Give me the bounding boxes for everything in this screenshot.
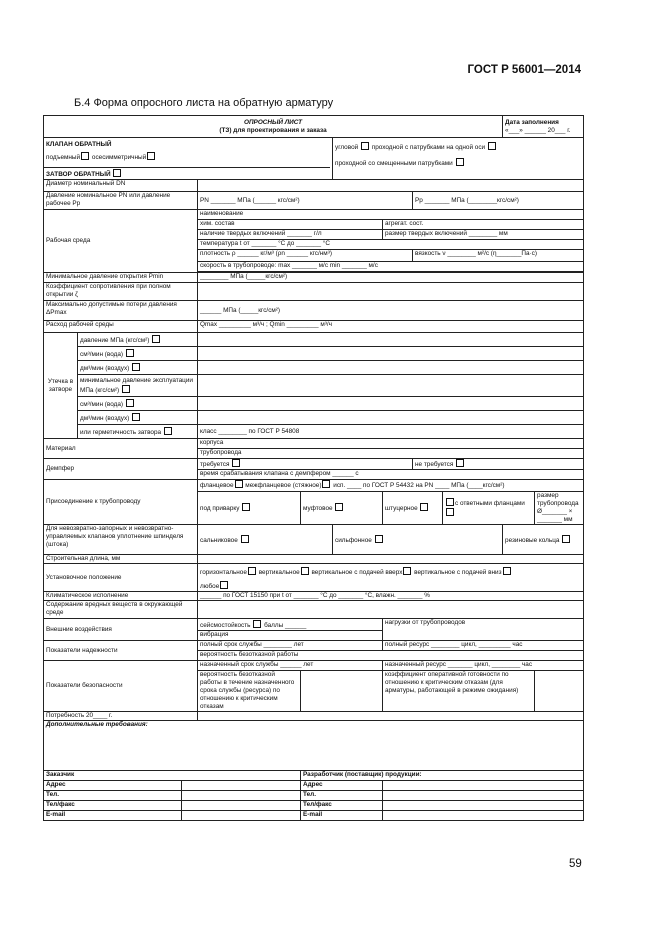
leak-value-3[interactable] [198, 361, 584, 375]
valve-type-right [333, 138, 584, 180]
seismic-points: баллы ______ [264, 621, 307, 629]
leak-item-7[interactable] [78, 425, 198, 439]
customer-phone-value[interactable] [182, 791, 301, 801]
angle-checkbox[interactable] [361, 142, 369, 150]
counter-flange-option[interactable] [443, 492, 535, 525]
length-label: Строительная длина, мм [44, 555, 198, 564]
leak-checkbox[interactable] [122, 385, 130, 393]
vibration-cell[interactable]: вибрация [198, 631, 383, 641]
medium-chem[interactable]: хим. состав [198, 220, 383, 230]
damper-required-label: требуется [200, 461, 230, 468]
valve-type-left [44, 138, 333, 180]
inst-down-label: вертикальное с подачей вниз [414, 569, 502, 576]
inst-down-checkbox[interactable] [503, 567, 511, 575]
developer-address-label: Адрес [301, 781, 383, 791]
medium-agg[interactable]: агрегат. сост. [383, 220, 584, 230]
leak-item-label: см³/мин (вода) [80, 400, 124, 408]
standard-number: ГОСТ Р 56001—2014 [467, 64, 581, 76]
leak-value-4[interactable] [198, 375, 584, 397]
seal-rings-label: резиновые кольца [505, 536, 560, 544]
developer-email-value[interactable] [383, 811, 584, 821]
reliability-resource[interactable]: полный ресурс ________ цикл, _________ час [383, 641, 584, 651]
need-label: Потребность 20____ г. [44, 712, 198, 721]
axial-option-label: осесимметричный [91, 154, 147, 161]
safety-probability-value[interactable] [301, 671, 383, 712]
harmful-value[interactable] [198, 601, 584, 619]
leak-item-6[interactable] [78, 411, 198, 425]
customer-email-value[interactable] [182, 811, 301, 821]
inst-horizontal-checkbox[interactable] [248, 567, 256, 575]
damper-required[interactable] [198, 459, 413, 470]
leak-class-value[interactable]: класс ________ по ГОСТ Р 54808 [198, 425, 584, 439]
safety-resource[interactable]: назначенный ресурс _______ цикл, ________ час [383, 661, 584, 671]
customer-phone-label: Тел. [44, 791, 182, 801]
seal-bellows-label: сильфонное [335, 536, 372, 544]
material-label: Материал [44, 439, 198, 459]
leak-item-2[interactable] [78, 347, 198, 361]
leak-item-4[interactable] [78, 375, 198, 397]
safety-label: Показатели безопасности [44, 661, 198, 712]
safety-coefficient-value[interactable] [535, 671, 584, 712]
medium-density[interactable]: плотность ρ ______ кг/м³ (ρn ______ кгс/нм³) [198, 250, 413, 262]
counter-flange-checkbox-2[interactable] [446, 508, 454, 516]
execution-value[interactable]: исп. ____ по ГОСТ Р 54432 на PN ____ МПа (____кгс/см²) [333, 482, 505, 489]
leak-item-label: дм³/мин (воздух) [80, 364, 130, 372]
lift-option-label: подъемный [46, 154, 81, 161]
inst-vertical-label: вертикальное [258, 569, 300, 576]
customer-fax-value[interactable] [182, 801, 301, 811]
leak-item-label: см³/мин (вода) [80, 350, 124, 358]
seismic-checkbox[interactable] [253, 620, 261, 628]
check-valve-heading: КЛАПАН ОБРАТНЫЙ [46, 141, 112, 148]
extra-requirements-label: Дополнительные требования: [46, 721, 148, 728]
seal-gland-label: сальниковое [200, 536, 238, 544]
need-value[interactable] [198, 712, 584, 721]
seal-bellows-option[interactable] [333, 525, 503, 555]
leak-checkbox[interactable] [152, 335, 160, 343]
dn-value[interactable] [198, 180, 584, 192]
medium-size[interactable]: размер твердых включений ________ мм [383, 230, 584, 240]
damper-not-required-checkbox[interactable] [456, 459, 464, 467]
leak-checkbox[interactable] [132, 413, 140, 421]
seismic-cell[interactable] [198, 619, 383, 631]
offset-checkbox[interactable] [456, 158, 464, 166]
damper-required-checkbox[interactable] [232, 459, 240, 467]
counter-flange-checkbox[interactable] [446, 498, 454, 506]
leak-item-5[interactable] [78, 397, 198, 411]
axial-checkbox[interactable] [147, 152, 155, 160]
leak-item-3[interactable] [78, 361, 198, 375]
developer-fax-label: Тел/факс [301, 801, 383, 811]
flow-label: Расход рабочей среды [44, 321, 198, 333]
pp-value[interactable]: Pp _______ МПа (________кгс/см²) [413, 192, 584, 210]
leak-item-label: дм³/мин (воздух) [80, 414, 130, 422]
reliability-life[interactable]: полный срок службы ________ лет [198, 641, 383, 651]
material-body[interactable]: корпуса [198, 439, 584, 449]
developer-label: Разработчик (поставщик) продукции: [301, 771, 584, 781]
pipe-size[interactable]: размер трубопровода Ø_______ × _______ мм [535, 492, 584, 525]
flange-label: фланцевое [200, 482, 234, 489]
safety-coefficient: коэффициент оперативной готовности по отношению к критическим отказам (для арматуры, работающей в режиме ожидания) [383, 671, 535, 712]
climate-label: Климатическое исполнение [44, 592, 198, 601]
leak-checkbox[interactable] [132, 363, 140, 371]
zeta-value[interactable] [198, 283, 584, 301]
inst-any-label: любое [200, 583, 220, 590]
dp-label: Максимально допустимые потери давления ΔPmax [44, 301, 198, 321]
dp-value[interactable]: ______ МПа (_____кгс/см²) [198, 301, 584, 321]
seal-gland-checkbox[interactable] [241, 535, 249, 543]
flange-checkbox[interactable] [235, 480, 243, 488]
coupling-option[interactable] [301, 492, 383, 525]
section-title: Б.4 Форма опросного листа на обратную арматуру [74, 97, 334, 109]
form-title-cell [44, 116, 503, 138]
seal-label: Для невозвратно-запорных и невозвратно-управляемых клапанов уплотнение шпинделя (штока) [44, 525, 198, 555]
medium-temp[interactable]: температура t от _______ °С до _______ °С [198, 240, 584, 250]
leak-checkbox[interactable] [126, 349, 134, 357]
leak-value-1[interactable] [198, 333, 584, 347]
pn-label: Давление номинальное PN или давление рабочее Pp [44, 192, 198, 210]
angle-option-label: угловой [335, 144, 359, 151]
min-pressure-label: Минимальное давление открытия Pmin [44, 273, 198, 283]
leak-checkbox[interactable] [164, 427, 172, 435]
install-options [198, 564, 584, 592]
seal-rings-checkbox[interactable] [562, 535, 570, 543]
install-label: Установочное положение [44, 564, 198, 592]
leak-item-label: давление МПа (кгс/см²) [80, 336, 150, 344]
lift-checkbox[interactable] [81, 152, 89, 160]
seal-rings-option[interactable] [503, 525, 584, 555]
seal-gland-option[interactable] [198, 525, 333, 555]
medium-speed[interactable]: скорость в трубопроводе: max _______ м/с min _______ м/с [198, 262, 584, 272]
leak-checkbox[interactable] [126, 399, 134, 407]
leak-label: Утечка в затворе [44, 333, 78, 439]
interflange-checkbox[interactable] [322, 480, 330, 488]
questionnaire-form [43, 115, 584, 821]
damper-label: Демпфер [44, 459, 198, 480]
customer-address-label: Адрес [44, 781, 182, 791]
developer-phone-value[interactable] [383, 791, 584, 801]
safety-probability: вероятность безотказной работы в течение назначенного срока службы (ресурса) по отношению к критическим отказам [198, 671, 301, 712]
safety-life[interactable]: назначенный срок службы ______ лет [198, 661, 383, 671]
damper-not-required-label: не требуется [415, 461, 454, 468]
fill-date-label: Дата заполнения [505, 118, 559, 126]
pipe-loads-cell[interactable]: нагрузки от трубопроводов [383, 619, 584, 641]
offset-option-label: проходной со смещенными патрубками [335, 160, 453, 167]
seismic-label: сейсмостойкость [200, 621, 251, 629]
material-pipe[interactable]: трубопровода [198, 449, 584, 459]
seal-bellows-checkbox[interactable] [375, 535, 383, 543]
inst-up-label: вертикальное с подачей вверх [311, 569, 403, 576]
damper-time[interactable]: время срабатывания клапана с демпфером ______ с [198, 470, 584, 480]
leak-value-5[interactable] [198, 397, 584, 411]
climate-value[interactable]: ______ по ГОСТ 15150 при t от _______ °С до _______ °С, влажн. _______ % [198, 592, 584, 601]
developer-email-label: E-mail [301, 811, 383, 821]
min-pressure-value[interactable]: ________ МПа (_____кгс/см²) [198, 273, 584, 283]
dn-label: Диаметр номинальный DN [44, 180, 198, 192]
inst-up-checkbox[interactable] [403, 567, 411, 575]
reliability-label: Показатели надежности [44, 641, 198, 661]
leak-item-1[interactable] [78, 333, 198, 347]
weld-label: под приварку [200, 505, 240, 512]
counter-flange-label: с ответными фланцами [455, 500, 525, 507]
medium-name[interactable]: наименование [198, 210, 584, 220]
pin-option[interactable] [383, 492, 443, 525]
developer-fax-value[interactable] [383, 801, 584, 811]
gate-check-heading: ЗАТВОР ОБРАТНЫЙ [46, 171, 111, 178]
zeta-label: Коэффициент сопротивления при полном открытии ζ [44, 283, 198, 301]
harmful-label: Содержание вредных веществ в окружающей среде [44, 601, 198, 619]
medium-label: Рабочая среда [44, 210, 198, 273]
page-number: 59 [569, 858, 582, 870]
weld-option[interactable] [198, 492, 301, 525]
customer-email-label: E-mail [44, 811, 182, 821]
medium-viscosity[interactable]: вязкость ν ________ м²/с (η_______Па·с) [413, 250, 584, 262]
gate-check-checkbox[interactable] [113, 169, 121, 177]
customer-label: Заказчик [44, 771, 301, 781]
external-label: Внешние воздействия [44, 619, 198, 641]
leak-value-2[interactable] [198, 347, 584, 361]
coupling-checkbox[interactable] [335, 503, 343, 511]
medium-solid[interactable]: наличие твердых включений _______ г/л [198, 230, 383, 240]
coupling-label: муфтовое [303, 505, 333, 512]
inst-horizontal-label: горизонтальное [200, 569, 247, 576]
connection-row-1 [198, 480, 584, 492]
damper-not-required[interactable] [413, 459, 584, 470]
customer-fax-label: Тел/факс [44, 801, 182, 811]
straight-option-label: проходной с патрубками на одной оси [371, 144, 486, 151]
reliability-probability[interactable]: вероятность безотказной работы [198, 651, 584, 661]
connection-label: Присоединение к трубопроводу [44, 480, 198, 525]
customer-address-value[interactable] [182, 781, 301, 791]
pin-checkbox[interactable] [420, 503, 428, 511]
fill-date-value: «___» ______ 20___ г. [505, 126, 571, 134]
fill-date-cell[interactable] [503, 116, 584, 138]
form-title: ОПРОСНЫЙ ЛИСТ [243, 118, 303, 126]
interflange-label: межфланцевое (стяжное) [245, 482, 322, 489]
leak-value-6[interactable] [198, 411, 584, 425]
leak-item-label: или герметичность затвора [80, 428, 162, 436]
straight-checkbox[interactable] [488, 142, 496, 150]
extra-requirements[interactable] [44, 721, 584, 771]
developer-phone-label: Тел. [301, 791, 383, 801]
inst-vertical-checkbox[interactable] [301, 567, 309, 575]
pin-label: штуцерное [385, 505, 418, 512]
pn-value[interactable]: PN _______ МПа (______ кгс/см²) [198, 192, 413, 210]
leak-item-label: минимальное давление эксплуатации МПа (кгс/см²) [80, 376, 193, 394]
developer-address-value[interactable] [383, 781, 584, 791]
length-value[interactable] [198, 555, 584, 564]
form-subtitle: (ТЗ) для проектирования и заказа [219, 126, 327, 134]
inst-any-checkbox[interactable] [220, 581, 228, 589]
flow-value[interactable]: Qmax _________ м³/ч ; Qmin _________ м³/ч [198, 321, 584, 333]
weld-checkbox[interactable] [242, 503, 250, 511]
